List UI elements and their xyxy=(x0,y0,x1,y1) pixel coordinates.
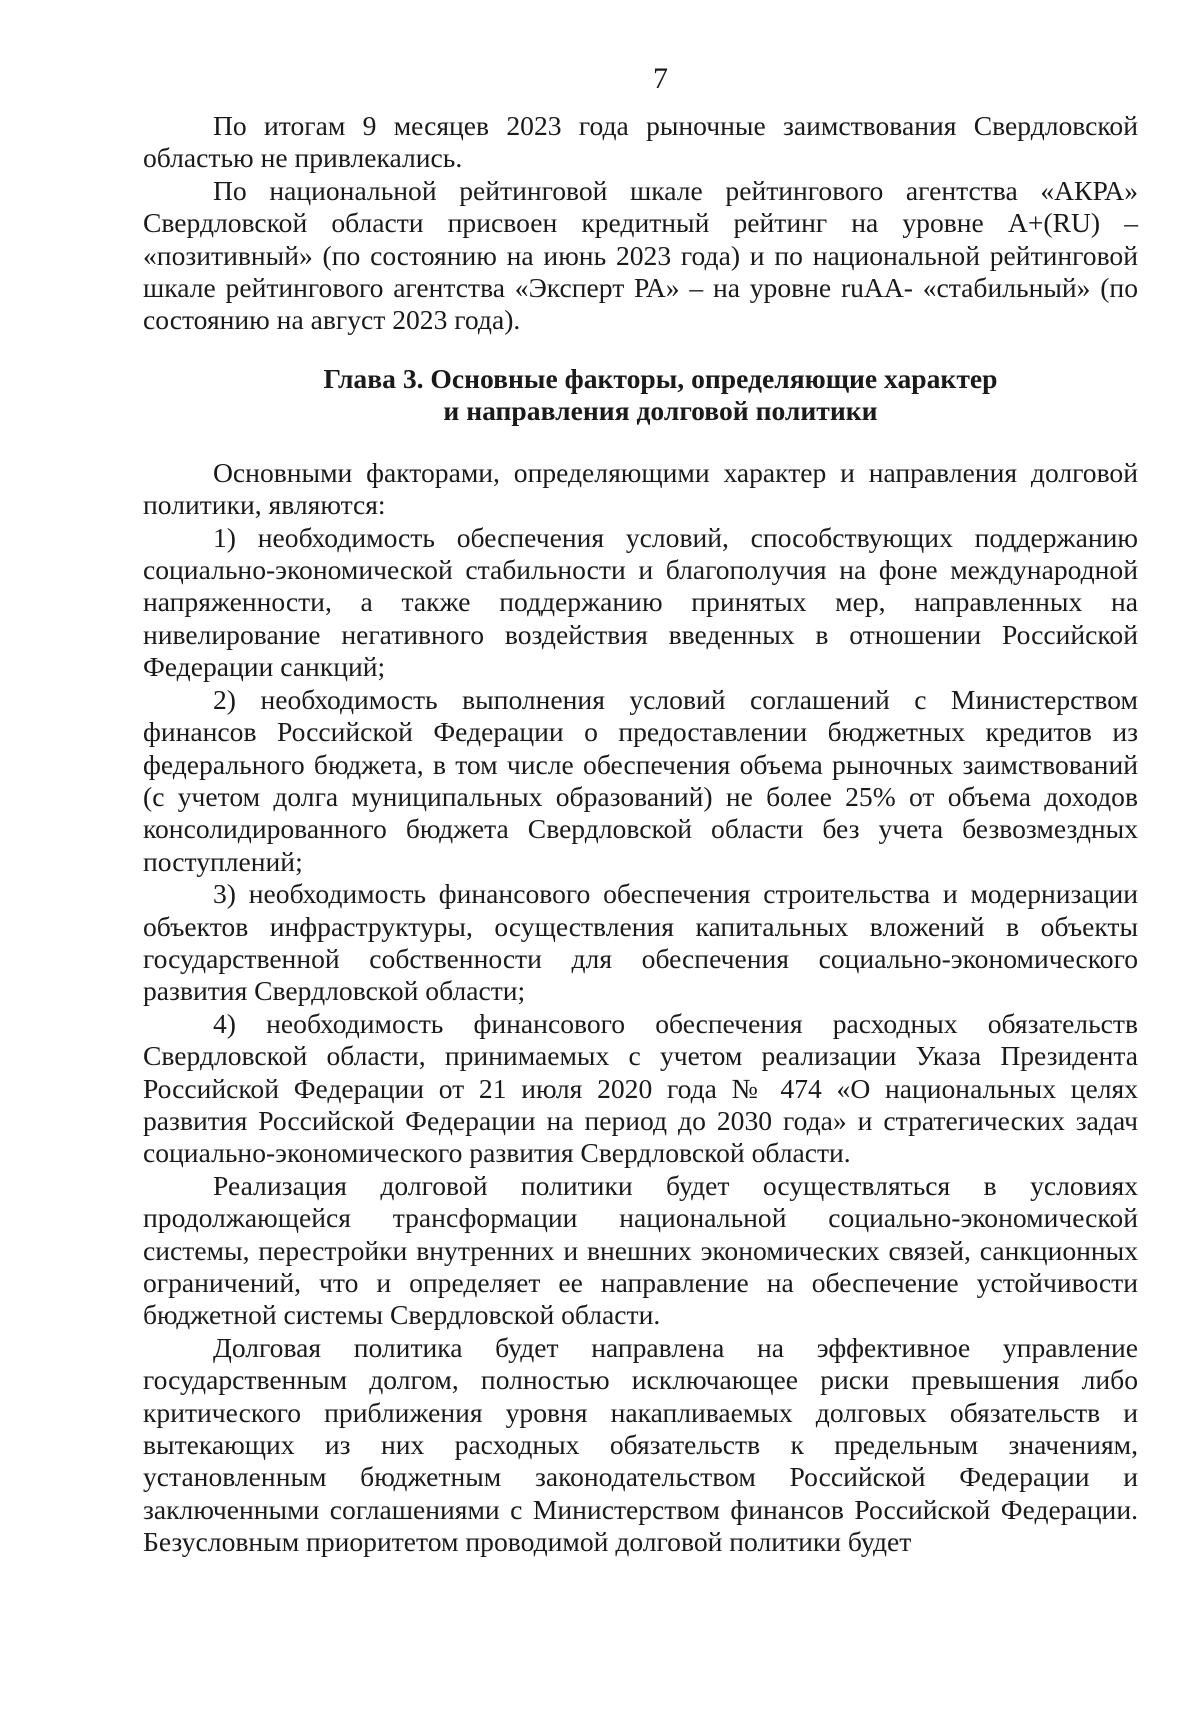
list-item-factor-2: 2) необходимость выполнения условий соглашений с Министерством финансов Российской Федерации о предоставлении бюджетных кредитов из федерального бюджета, в том числе обеспечения объема рыночных заимствований (с учетом долга муниципальных образований) не более 25% от объема доходов консолидированного бюджета Свердловской области без учета безвозмездных поступлений; xyxy=(143,683,1138,877)
paragraph-debt-policy: Долговая политика будет направлена на эффективное управление государственным долгом, полностью исключающее риски превышения либо критического приближения уровня накапливаемых долговых обязательств и вытекающих из них расходных обязательств к предельным значениям, установленным бюджетным законодательством Российской Федерации и заключенными соглашениями с Министерством финансов Российской Федерации. Безусловным приоритетом проводимой долговой политики будет xyxy=(143,1331,1138,1558)
paragraph-factors-intro: Основными факторами, определяющими характер и направления долговой политики, являются: xyxy=(143,456,1138,521)
chapter-title xyxy=(143,363,1138,427)
paragraph-credit-rating: По национальной рейтинговой шкале рейтингового агентства «АКРА» Свердловской области присвоен кредитный рейтинг на уровне A+(RU) – «позитивный» (по состоянию на июнь 2023 года) и по национальной рейтинговой шкале рейтингового агентства «Эксперт РА» – на уровне ruAA- «стабильный» (по состоянию на август 2023 года). xyxy=(143,174,1138,336)
list-item-factor-4: 4) необходимость финансового обеспечения расходных обязательств Свердловской области, принимаемых с учетом реализации Указа Президента Российской Федерации от 21 июля 2020 года № 474 «О национальных целях развития Российской Федерации на период до 2030 года» и стратегических задач социально-экономического развития Свердловской области. xyxy=(143,1007,1138,1169)
chapter-title-line-2: и направления долговой политики xyxy=(443,394,878,426)
paragraph-borrowings: По итогам 9 месяцев 2023 года рыночные заимствования Свердловской областью не привлекались. xyxy=(143,110,1138,174)
paragraph-implementation: Реализация долговой политики будет осуществляться в условиях продолжающейся трансформации национальной социально-экономической системы, перестройки внутренних и внешних экономических связей, санкционных ограничений, что и определяет ее направление на обеспечение устойчивости бюджетной системы Свердловской области. xyxy=(143,1169,1138,1331)
chapter-title-line-1: Глава 3. Основные факторы, определяющие характер xyxy=(323,362,998,394)
page-number: 7 xyxy=(653,62,668,95)
document-page xyxy=(143,60,1138,1660)
list-item-factor-1: 1) необходимость обеспечения условий, способствующих поддержанию социально-экономической стабильности и благополучия на фоне международной напряженности, а также поддержанию принятых мер, направленных на нивелирование негативного воздействия введенных в отношении Российской Федерации санкций; xyxy=(143,521,1138,683)
list-item-factor-3: 3) необходимость финансового обеспечения строительства и модернизации объектов инфраструктуры, осуществления капитальных вложений в объекты государственной собственности для обеспечения социально-экономического развития Свердловской области; xyxy=(143,878,1138,1007)
